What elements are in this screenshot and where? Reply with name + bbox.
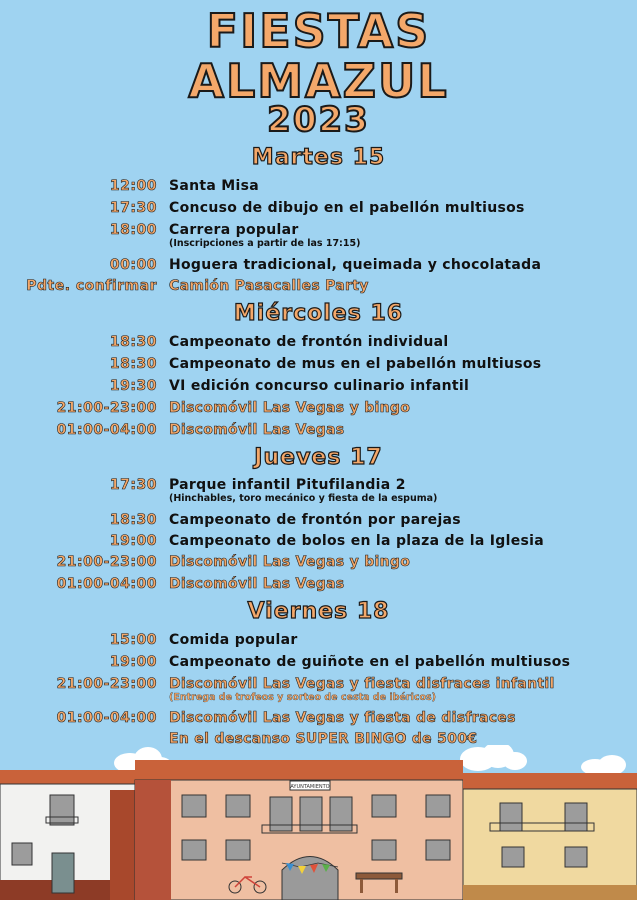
event-row bbox=[0, 420, 637, 440]
event-text: Hoguera tradicional, queimada y chocolatada bbox=[169, 257, 542, 273]
event-time: 17:30 bbox=[109, 200, 157, 216]
event-row bbox=[0, 574, 637, 594]
event-text: Discomóvil Las Vegas bbox=[169, 576, 345, 592]
event-row bbox=[0, 674, 637, 694]
event-row bbox=[0, 552, 637, 572]
event-text: Campeonato de guiñote en el pabellón multiusos bbox=[169, 654, 571, 670]
event-row bbox=[0, 630, 637, 650]
day-heading-miercoles: Miércoles 16 bbox=[233, 301, 404, 326]
event-row bbox=[0, 354, 637, 374]
cloud-middle bbox=[460, 745, 527, 771]
event-text: VI edición concurso culinario infantil bbox=[169, 378, 470, 394]
event-text: Discomóvil Las Vegas y bingo bbox=[169, 400, 411, 416]
event-time: 18:30 bbox=[109, 512, 157, 528]
day-heading-jueves: Jueves 17 bbox=[254, 445, 383, 470]
town-hall bbox=[135, 760, 463, 900]
event-row bbox=[0, 475, 637, 495]
event-time: 01:00-04:00 bbox=[56, 422, 157, 438]
event-text: Campeonato de mus en el pabellón multiusos bbox=[169, 356, 542, 372]
event-row bbox=[0, 220, 637, 240]
event-text: Camión Pasacalles Party bbox=[169, 278, 369, 294]
event-text: Carrera popular bbox=[169, 222, 299, 238]
event-time: 18:30 bbox=[109, 334, 157, 350]
event-row bbox=[0, 198, 637, 218]
event-time: 00:00 bbox=[109, 257, 157, 273]
event-row bbox=[0, 398, 637, 418]
event-text: Concuso de dibujo en el pabellón multiusos bbox=[169, 200, 525, 216]
event-time: 17:30 bbox=[109, 477, 157, 493]
event-row bbox=[0, 510, 637, 530]
event-time: 12:00 bbox=[109, 178, 157, 194]
house-right bbox=[463, 773, 637, 900]
event-time: 01:00-04:00 bbox=[56, 710, 157, 726]
house-left bbox=[0, 770, 135, 900]
event-time: 19:00 bbox=[109, 533, 157, 549]
event-time: 18:00 bbox=[109, 222, 157, 238]
event-text: Parque infantil Pitufilandia 2 bbox=[169, 477, 406, 493]
event-text: Discomóvil Las Vegas bbox=[169, 422, 345, 438]
title-year: 2023 bbox=[267, 100, 370, 140]
event-text: Santa Misa bbox=[169, 178, 260, 194]
village-illustration bbox=[0, 745, 637, 900]
event-row bbox=[0, 531, 637, 551]
event-time: 21:00-23:00 bbox=[56, 554, 157, 570]
event-text: Campeonato de frontón individual bbox=[169, 334, 449, 350]
cloud-right bbox=[581, 755, 626, 775]
event-row bbox=[0, 176, 637, 196]
event-text: Discomóvil Las Vegas y fiesta de disfraces bbox=[169, 710, 516, 726]
event-row bbox=[0, 332, 637, 352]
event-time: 01:00-04:00 bbox=[56, 576, 157, 592]
event-time: Pdte. confirmar bbox=[26, 278, 157, 294]
event-text: Campeonato de frontón por parejas bbox=[169, 512, 461, 528]
event-row bbox=[0, 276, 637, 296]
event-row bbox=[0, 652, 637, 672]
event-note: (Hinchables, toro mecánico y fiesta de la espuma) bbox=[169, 493, 438, 504]
event-time: 19:30 bbox=[109, 378, 157, 394]
footer-note: En el descanso SUPER BINGO de 500€ bbox=[169, 731, 478, 747]
event-text: Comida popular bbox=[169, 632, 298, 648]
event-text: Campeonato de bolos en la plaza de la Iglesia bbox=[169, 533, 545, 549]
event-note: (Inscripciones a partir de las 17:15) bbox=[169, 238, 361, 249]
title-line-1: FIESTAS bbox=[206, 4, 431, 58]
event-row bbox=[0, 255, 637, 275]
day-heading-viernes: Viernes 18 bbox=[247, 599, 390, 624]
event-time: 21:00-23:00 bbox=[56, 400, 157, 416]
event-note: (Entrega de trofeos y sorteo de cesta de ibéricos) bbox=[169, 692, 437, 703]
event-row bbox=[0, 708, 637, 728]
town-hall-sign: AYUNTAMIENTO bbox=[290, 784, 330, 790]
day-heading-martes: Martes 15 bbox=[251, 145, 386, 170]
event-time: 19:00 bbox=[109, 654, 157, 670]
title-line-2: ALMAZUL bbox=[188, 54, 449, 108]
event-time: 21:00-23:00 bbox=[56, 676, 157, 692]
event-time: 15:00 bbox=[109, 632, 157, 648]
event-row bbox=[0, 376, 637, 396]
event-time: 18:30 bbox=[109, 356, 157, 372]
event-text: Discomóvil Las Vegas y fiesta disfraces infantil bbox=[169, 676, 555, 692]
event-text: Discomóvil Las Vegas y bingo bbox=[169, 554, 411, 570]
